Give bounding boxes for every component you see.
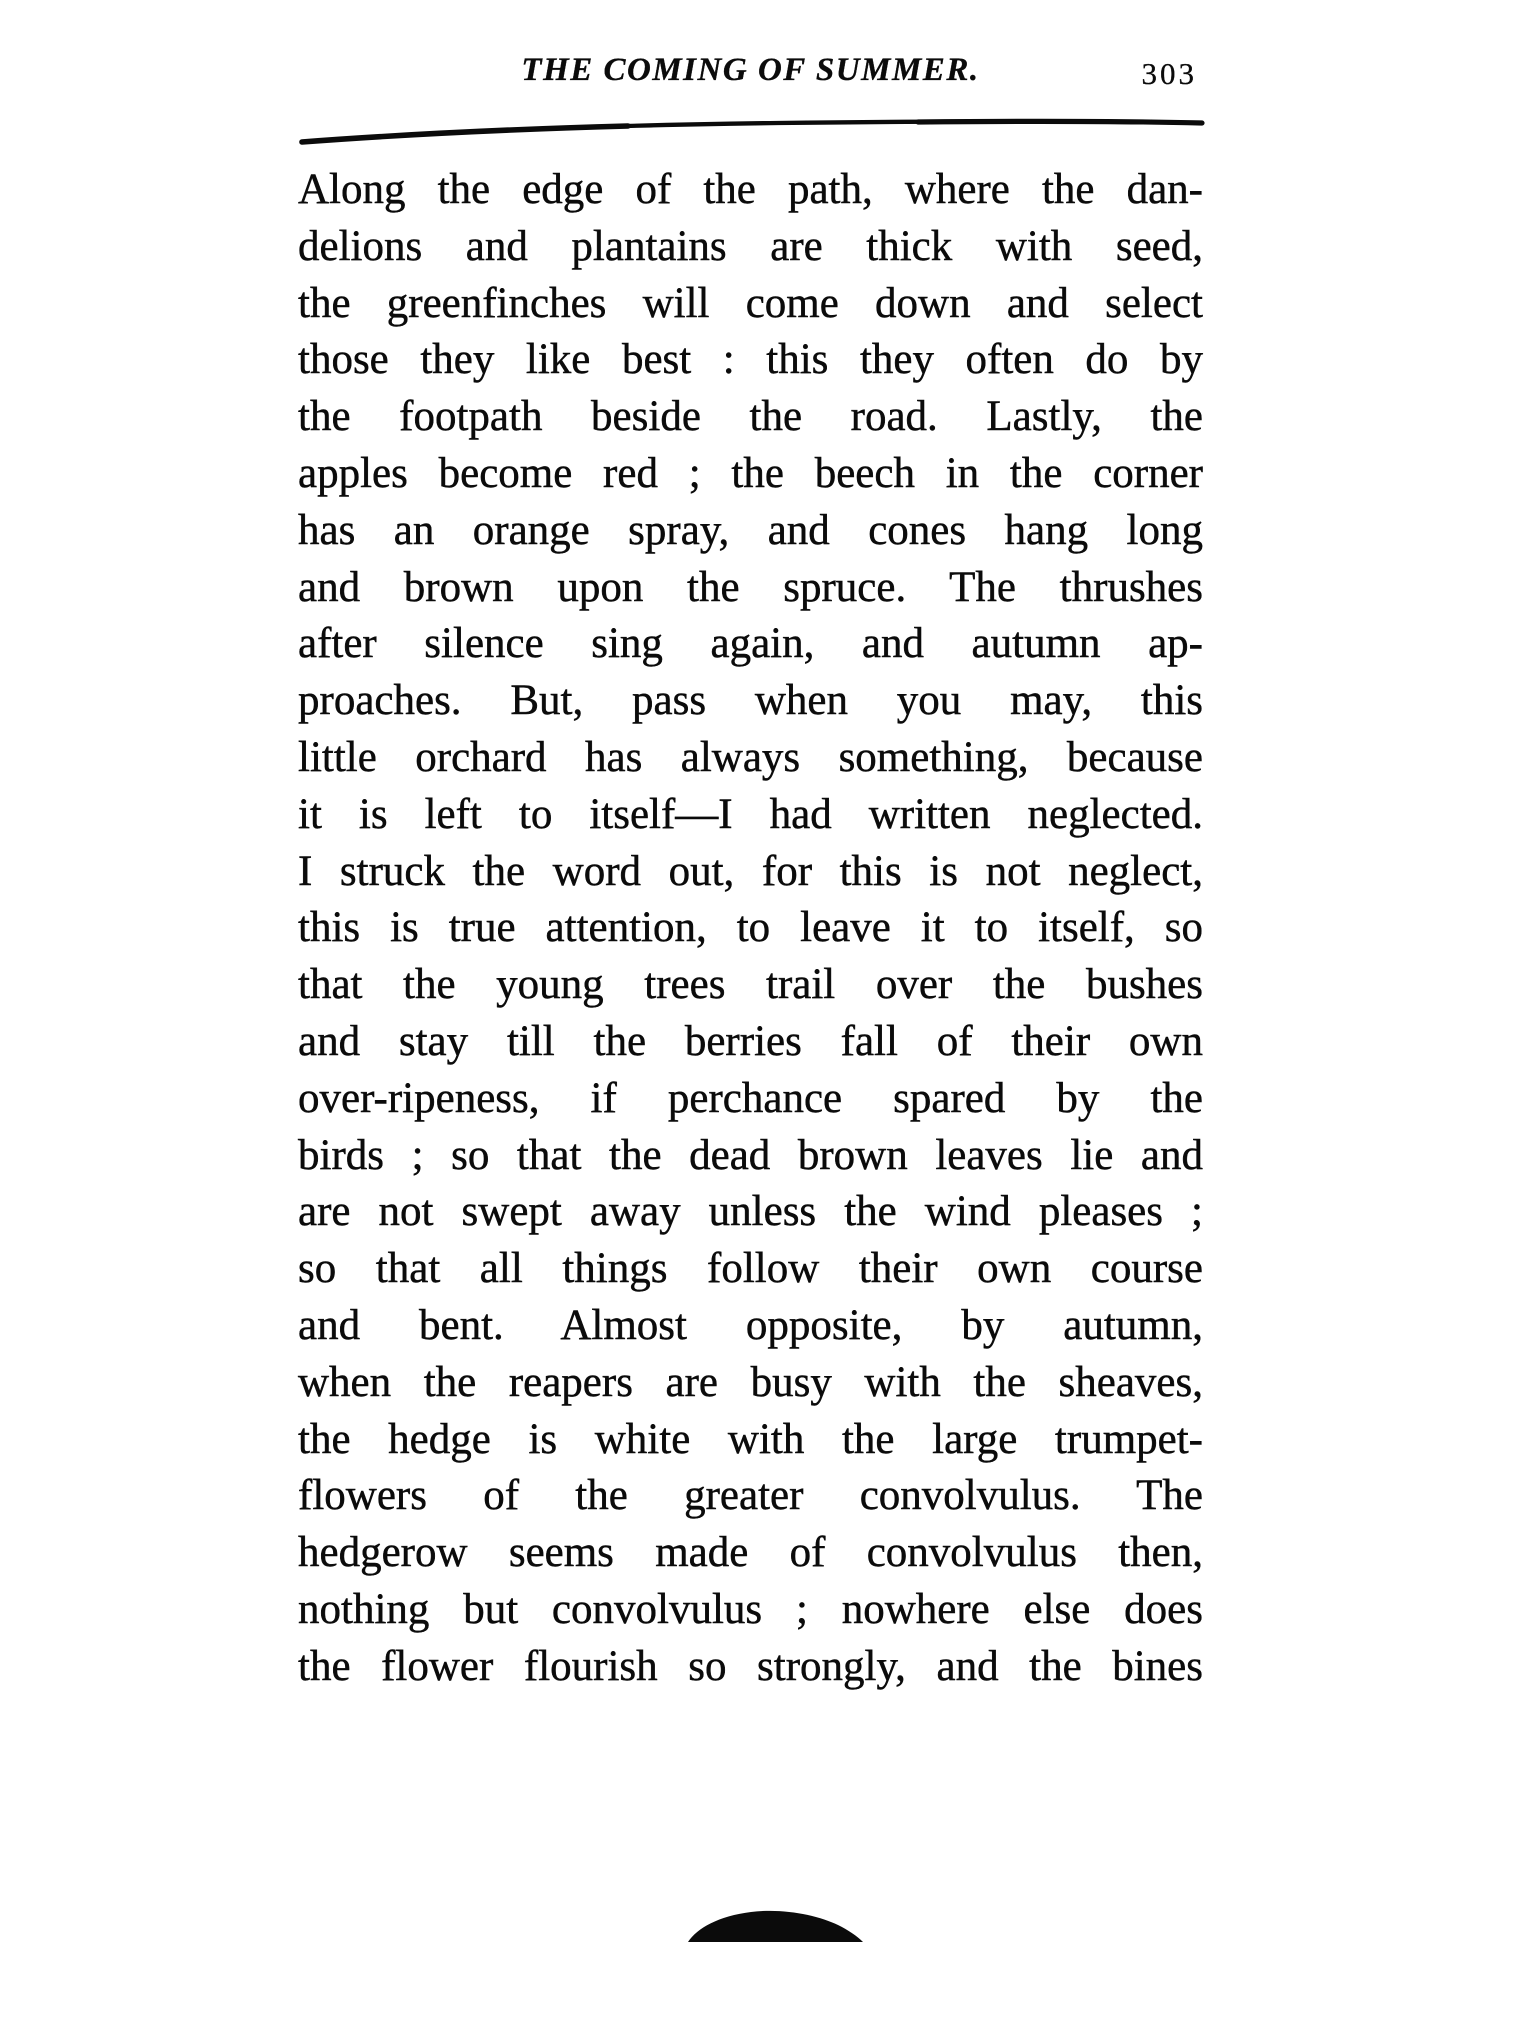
text-line: has an orange spray, and cones hang long bbox=[298, 506, 1203, 554]
text-line: this is true attention, to leave it to itself, so bbox=[298, 904, 1203, 952]
text-line: I struck the word out, for this is not neglect, bbox=[298, 847, 1203, 895]
text-line: the hedge is white with the large trumpet- bbox=[298, 1415, 1203, 1463]
text-line: Along the edge of the path, where the dan- bbox=[298, 166, 1203, 213]
text-line: apples become red ; the beech in the corner bbox=[298, 449, 1203, 497]
text-line: those they like best : this they often do by bbox=[298, 336, 1203, 384]
ink-blot bbox=[685, 1909, 866, 1943]
text-line: it is left to itself—I had written neglected. bbox=[298, 790, 1203, 838]
text-line: the footpath beside the road. Lastly, the bbox=[298, 393, 1203, 441]
text-line: the greenfinches will come down and select bbox=[298, 279, 1203, 327]
header-rule bbox=[298, 112, 1206, 150]
text-line: are not swept away unless the wind pleases ; bbox=[298, 1188, 1203, 1236]
text-line: after silence sing again, and autumn ap- bbox=[298, 620, 1203, 668]
running-header bbox=[298, 50, 1203, 100]
text-line: when the reapers are busy with the sheaves, bbox=[298, 1358, 1203, 1406]
page-title: THE COMING OF SUMMER. bbox=[521, 52, 980, 88]
text-line: the flower flourish so strongly, and the bines bbox=[298, 1642, 1203, 1690]
text-line: nothing but convolvulus ; nowhere else does bbox=[298, 1585, 1203, 1633]
text-line: flowers of the greater convolvulus. The bbox=[298, 1472, 1203, 1520]
text-line: that the young trees trail over the bushes bbox=[298, 961, 1203, 1009]
text-line: hedgerow seems made of convolvulus then, bbox=[298, 1529, 1203, 1577]
text-line: so that all things follow their own course bbox=[298, 1245, 1203, 1293]
text-line: delions and plantains are thick with seed, bbox=[298, 222, 1203, 270]
page-number: 303 bbox=[1141, 56, 1197, 91]
text-line: and brown upon the spruce. The thrushes bbox=[298, 563, 1203, 611]
text-line: little orchard has always something, because bbox=[298, 733, 1203, 781]
text-line: proaches. But, pass when you may, this bbox=[298, 677, 1203, 725]
text-line: and stay till the berries fall of their own bbox=[298, 1017, 1203, 1065]
body-text bbox=[298, 162, 1203, 1696]
text-line: birds ; so that the dead brown leaves lie and bbox=[298, 1131, 1203, 1179]
text-line: over-ripeness, if perchance spared by the bbox=[298, 1074, 1203, 1122]
text-line: and bent. Almost opposite, by autumn, bbox=[298, 1301, 1203, 1349]
